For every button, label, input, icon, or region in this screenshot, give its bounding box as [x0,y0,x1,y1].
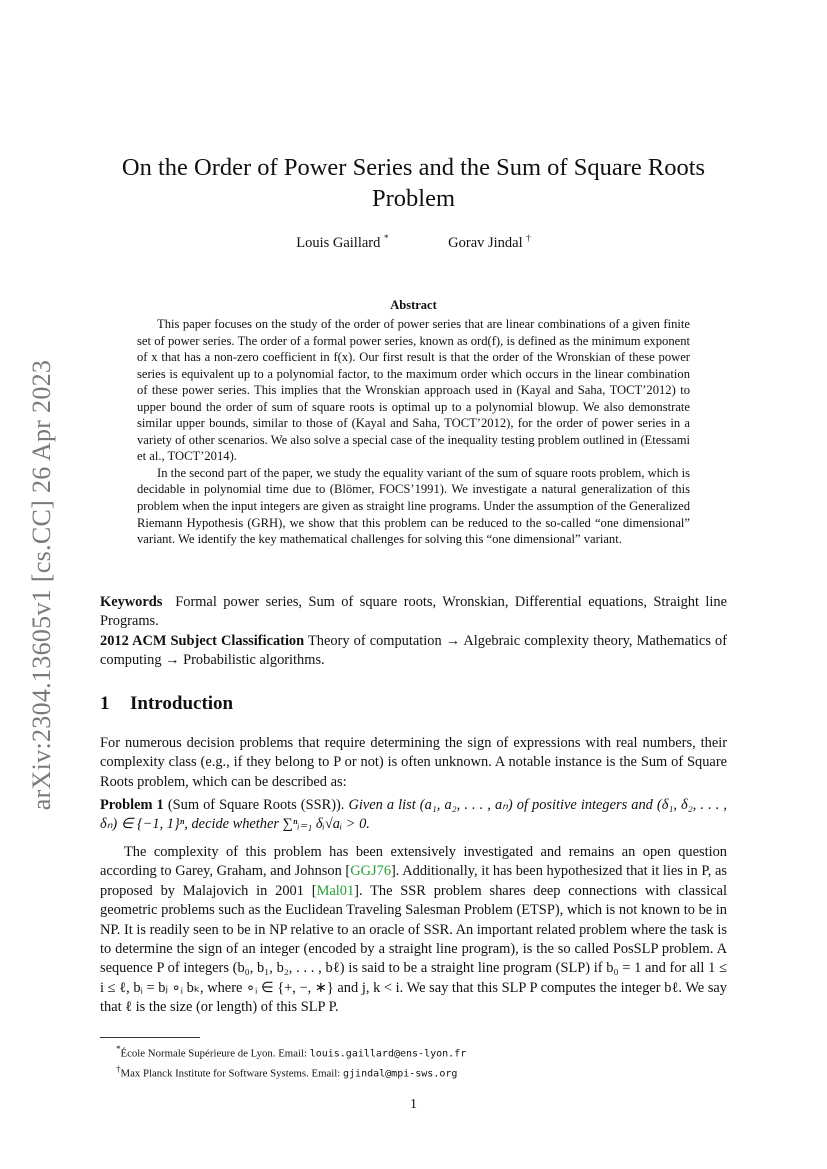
abstract-heading: Abstract [390,298,437,312]
section-title: Introduction [130,693,234,714]
footnotes [100,1042,727,1082]
author-1-mark: * [384,233,389,243]
paper-title: On the Order of Power Series and the Sum of Square Roots Problem [121,154,706,212]
acm-text: Theory of computation → Algebraic complexity theory, Mathematics of computing → Probabilistic algorithms. [100,632,727,669]
footnote-2-text: Max Planck Institute for Software Systems. Email: [120,1067,344,1080]
author-2-mark: † [526,233,531,243]
problem-statement: Given a list (a₁, a₂, . . . , aₙ) of positive integers and (δ₁, δ₂, . . . , δₙ) ∈ {−1, 1}ⁿ, decide whether ∑ⁿᵢ₌₁ δᵢ√aᵢ > 0. [100,797,727,833]
intro-paragraph-1: For numerous decision problems that require determining the sign of expressions with real numbers, their complexity class (e.g., if they belong to P or not) is often unknown. A notable instance is the Sum of Square Roots problem, which can be described as: [100,735,727,790]
acm-label: 2012 ACM Subject Classification [100,632,305,649]
footnote-1-mark: * [116,1044,121,1054]
abstract-paragraph-1: This paper focuses on the study of the order of power series that are linear combinations of a given finite set of power series. The order of a formal power series, known as ord(f), is defined as the minimum exponent of x that has a non-zero coefficient in f(x). Our first result is that the order of the Wronskian of these power series is equivalent up to a polynomial factor, to the maximum order which occurs in the linear combination of these power series. This implies that the Wronskian approach used in (Kayal and Saha, TOCT’2012) to upper bound the order of sum of square roots is optimal up to a polynomial blowup. We also demonstrate similar upper bounds, similar to those of (Kayal and Saha, TOCT’2012), for the order of power series in a variety of other scenarios. We also solve a special case of the inequality testing problem outlined in (Etessami et al., TOCT’2014). [137,317,690,464]
section-heading [100,693,233,715]
abstract-paragraph-2: In the second part of the paper, we study the equality variant of the sum of square roots problem, which is decidable in polynomial time due to (Blömer, FOCS’1991). We investigate a natural generalization of this problem when the input integers are given as straight line programs. Under the assumption of the Generalized Riemann Hypothesis (GRH), we show that this problem can be reduced to the so-called “one dimensional” variant. We identify the key mathematical challenges for solving this “one dimensional” variant. [137,465,690,547]
page-number: 1 [410,1097,417,1112]
author-2 [448,233,531,252]
footnote-1 [100,1042,727,1062]
abstract-body [137,316,690,548]
footnote-2-mark: † [116,1063,121,1074]
section-number: 1 [100,693,110,714]
author-2-name: Gorav Jindal [448,234,523,251]
author-list [100,233,727,252]
intro-p2-text-b: ]. Additionally, it has been hypothesized that it lies in P, as proposed by Malajovich in 2001 [ [100,863,727,899]
intro-p2-text-a: The complexity of this problem has been extensively investigated and remains an open question according to Garey, Graham, and Johnson [ [100,844,727,880]
keywords-label: Keywords [100,594,163,610]
author-1-name: Louis Gaillard [296,234,381,251]
author-1 [296,233,388,252]
intro-paragraph-2 [100,843,727,1018]
arxiv-identifier-stamp: arXiv:2304.13605v1 [cs.CC] 26 Apr 2023 [27,359,56,811]
citation-ggj76[interactable]: GGJ76 [350,863,392,880]
problem-name: (Sum of Square Roots (SSR)). [167,797,345,813]
footnote-2-email[interactable]: gjindal@mpi-sws.org [343,1068,458,1080]
problem-label: Problem 1 [100,797,164,813]
keywords-text: Formal power series, Sum of square roots, Wronskian, Differential equations, Straight line Programs. [100,594,727,630]
problem-1-block [100,796,727,835]
footnote-1-email[interactable]: louis.gaillard@ens-lyon.fr [309,1048,467,1060]
citation-mal01[interactable]: Mal01 [316,882,355,899]
footnote-divider [100,1037,200,1038]
intro-p2-text-c: ]. The SSR problem shares deep connections with classical geometric problems such as the Euclidean Traveling Salesman Problem (ETSP), which is not known to be in NP. It is readily seen to be in NP relative to an oracle of SSR. An important related problem where the task is to determine the sign of an integer (encoded by a straight line program), is the so called PosSLP problem. A sequence P of integers (b₀, b₁, b₂, . . . , bℓ) is said to be a straight line program (SLP) if b₀ = 1 and for all 1 ≤ i ≤ ℓ, bᵢ = bⱼ ∘ᵢ bₖ, where ∘ᵢ ∈ {+, −, ∗} and j, k < i. We say that this SLP P computes the integer bℓ. We say that ℓ is the size (or length) of this SLP P. [100,882,727,1016]
keywords-block [100,593,727,671]
footnote-2 [100,1062,727,1082]
footnote-1-text: École Normale Supérieure de Lyon. Email: [120,1047,310,1060]
